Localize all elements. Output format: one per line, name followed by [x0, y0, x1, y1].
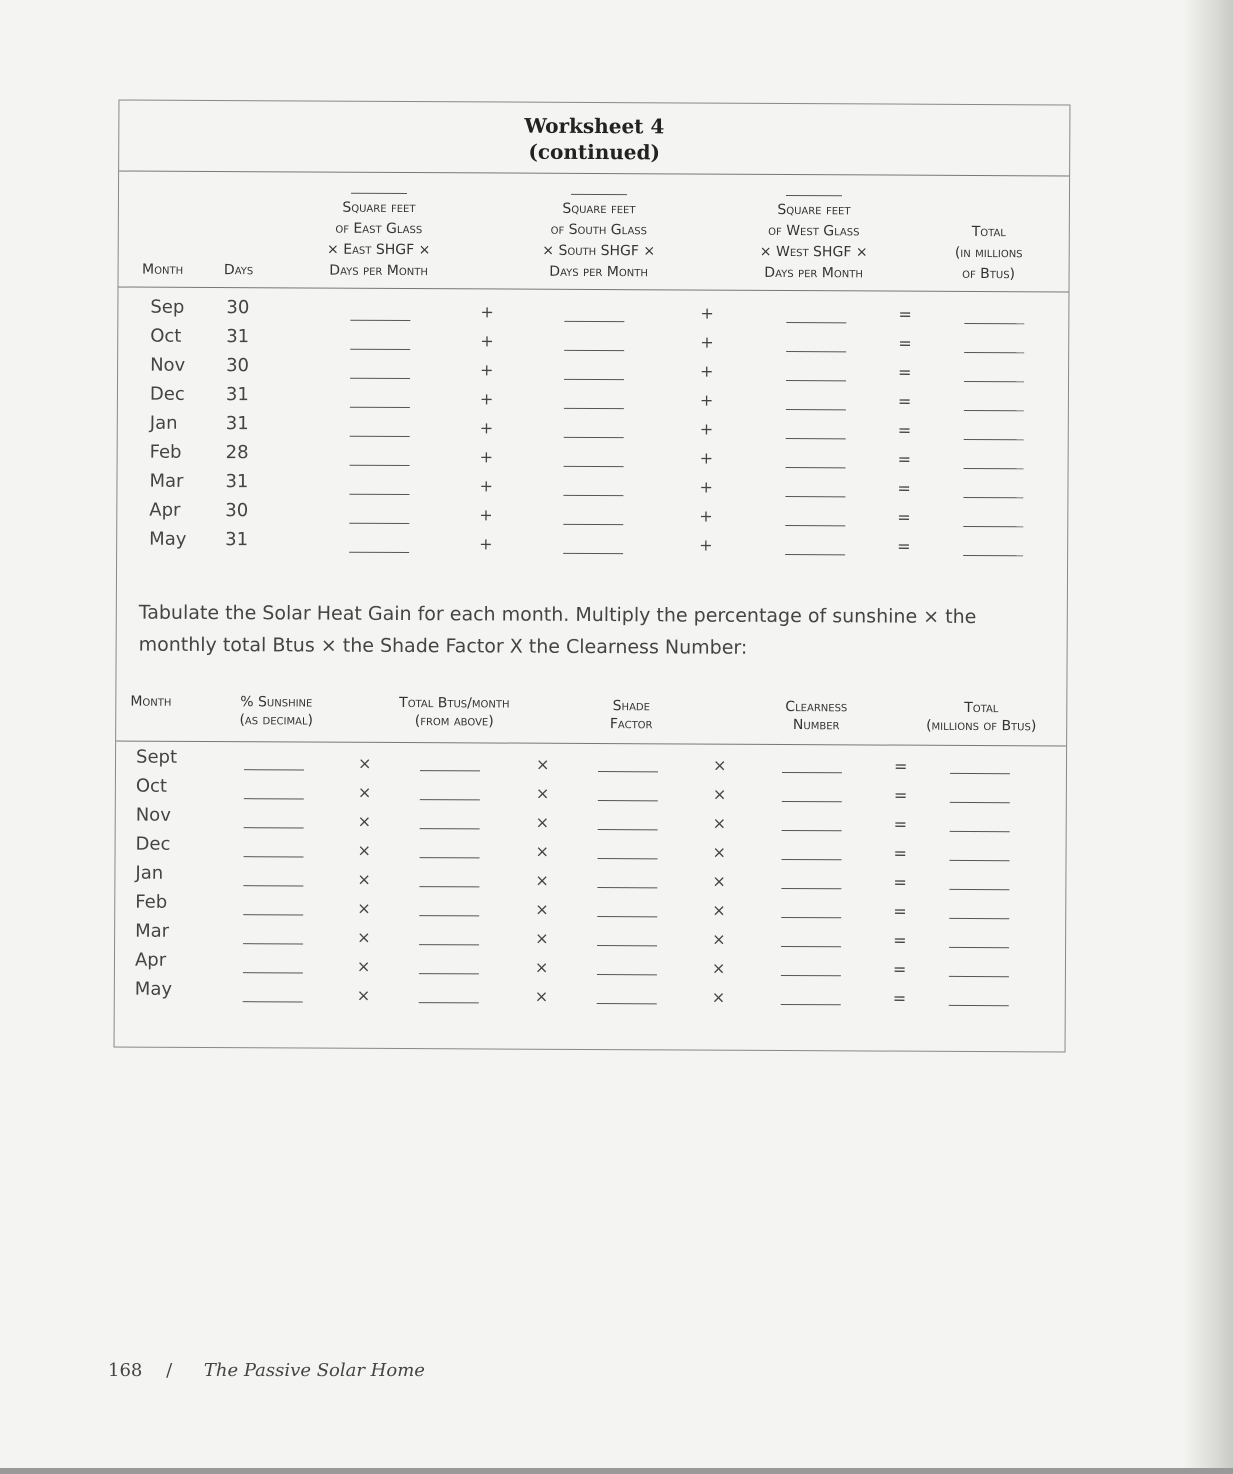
days-cell: 31 [225, 384, 249, 406]
blank-field [782, 801, 842, 802]
blank-field [419, 915, 479, 916]
month-cell: Dec [135, 833, 171, 855]
title-line-1: Worksheet 4 [524, 113, 665, 139]
operator-sign: × [711, 958, 726, 978]
blank-field [781, 975, 841, 976]
blank-field [564, 321, 624, 322]
operator-sign: × [712, 929, 726, 949]
month-cell: Apr [149, 499, 181, 521]
blank-field [420, 770, 480, 771]
operator-sign: = [898, 362, 912, 382]
month-cell: Nov [135, 804, 171, 826]
header-line: Factor [609, 716, 653, 733]
blank-field [964, 439, 1024, 440]
blank-field [597, 945, 657, 946]
blank-field [244, 798, 304, 799]
blank-field [786, 438, 846, 439]
page-footer [108, 1360, 425, 1381]
header-line: Days per Month [329, 262, 428, 280]
blank-field [243, 914, 303, 915]
operator-sign: × [534, 957, 549, 977]
blank-field [598, 800, 658, 801]
blank-field [781, 888, 841, 889]
table2-col-header [374, 694, 534, 731]
operator-sign: × [357, 869, 371, 889]
operator-sign: + [479, 418, 494, 438]
blank-field [350, 378, 410, 379]
operator-sign: × [357, 811, 372, 831]
days-cell: 30 [226, 297, 250, 319]
blank-field [781, 1004, 841, 1005]
operator-sign: × [712, 842, 727, 862]
operator-sign: + [700, 361, 714, 381]
worksheet-title [119, 111, 1069, 168]
operator-sign: = [892, 959, 907, 979]
blank-field [564, 466, 624, 467]
header-line: of West Glass [768, 222, 860, 240]
operator-sign: × [712, 755, 727, 775]
blank-field [563, 524, 623, 525]
operator-sign: = [892, 988, 907, 1008]
book-title: The Passive Solar Home [203, 1360, 425, 1381]
month-cell: Jan [149, 412, 178, 434]
blank-field [419, 973, 479, 974]
month-cell: May [149, 528, 187, 550]
blank-field [950, 860, 1010, 861]
month-cell: Dec [149, 383, 185, 405]
blank-field [420, 799, 480, 800]
month-cell: Mar [149, 470, 184, 492]
blank-field [782, 772, 842, 773]
operator-sign: = [893, 785, 908, 805]
operator-sign: = [897, 478, 911, 498]
header-line: % Sunshine [240, 694, 313, 711]
table2-col-header [130, 693, 200, 711]
blank-field [349, 494, 409, 495]
blank-field [597, 916, 657, 917]
blank-field [563, 553, 623, 554]
header-line: Days [223, 262, 254, 279]
operator-sign: + [480, 331, 494, 351]
title-line-2: (continued) [528, 139, 661, 165]
blank-field [950, 831, 1010, 832]
blank-field [243, 885, 303, 886]
operator-sign: × [712, 871, 726, 891]
operator-sign: × [535, 841, 550, 861]
footer-separator: / [166, 1360, 173, 1381]
table2-col-header [756, 698, 876, 735]
operator-sign: × [534, 986, 549, 1006]
days-cell: 30 [225, 500, 249, 522]
operator-sign: × [357, 782, 372, 802]
blank-field [963, 555, 1023, 556]
days-cell: 31 [225, 413, 249, 435]
header-line: Days per Month [549, 263, 648, 281]
fraction-bar-decoration [571, 194, 627, 195]
blank-field [786, 380, 846, 381]
month-cell: Mar [135, 920, 170, 942]
title-divider [119, 171, 1069, 177]
blank-field [564, 408, 624, 409]
operator-sign: + [479, 505, 493, 525]
month-cell: Oct [150, 325, 182, 347]
blank-field [781, 946, 841, 947]
table1-col-header [309, 193, 449, 283]
operator-sign: + [699, 448, 714, 468]
operator-sign: = [897, 420, 912, 440]
blank-field [243, 1001, 303, 1002]
month-cell: Sept [135, 746, 178, 768]
blank-field [244, 769, 304, 770]
operator-sign: + [479, 534, 493, 554]
header-line: × South SHGF × [542, 242, 656, 260]
blank-field [350, 320, 410, 321]
operator-sign: × [357, 927, 371, 947]
blank-field [785, 496, 845, 497]
header-line: Total [971, 223, 1006, 241]
operator-sign: = [897, 449, 912, 469]
header-line: (from above) [414, 713, 494, 730]
operator-sign: × [535, 783, 550, 803]
operator-sign: + [699, 390, 714, 410]
table2-header-divider [116, 741, 1066, 747]
header-line: Month [142, 261, 184, 278]
blank-field [597, 974, 657, 975]
instruction-text: Tabulate the Solar Heat Gain for each month. Multiply the percentage of sunshine × the monthly total Btus × the Shade Factor X the Clearness Number: [138, 601, 977, 659]
table1-col-header [133, 260, 193, 281]
month-cell: Apr [134, 949, 167, 971]
table2-col-header [216, 693, 336, 730]
blank-field [963, 497, 1023, 498]
blank-field [950, 773, 1010, 774]
month-cell: Oct [135, 775, 168, 797]
header-line: × East SHGF × [327, 241, 431, 259]
blank-field [563, 495, 623, 496]
blank-field [964, 323, 1024, 324]
blank-field [564, 437, 624, 438]
operator-sign: + [700, 332, 714, 352]
blank-field [420, 857, 480, 858]
operator-sign: = [893, 756, 908, 776]
table1-col-header [919, 222, 1059, 286]
blank-field [598, 858, 658, 859]
month-cell: May [134, 978, 173, 1000]
fraction-bar-decoration [786, 195, 842, 196]
days-cell: 31 [225, 471, 249, 493]
operator-sign: × [535, 899, 549, 919]
header-line: Total Btus/month [399, 694, 510, 712]
header-line: Month [130, 693, 172, 710]
month-cell: Feb [149, 441, 182, 463]
blank-field [244, 827, 304, 828]
blank-field [964, 352, 1024, 353]
blank-field [949, 889, 1009, 890]
blank-field [350, 436, 410, 437]
operator-sign: × [535, 870, 549, 890]
header-line: of Btus) [962, 265, 1016, 283]
operator-sign: = [898, 304, 912, 324]
operator-sign: × [357, 753, 372, 773]
operator-sign: = [893, 901, 907, 921]
page-bottom-edge [0, 1468, 1233, 1474]
operator-sign: = [897, 391, 912, 411]
operator-sign: = [897, 536, 911, 556]
days-cell: 28 [225, 442, 249, 464]
blank-field [243, 972, 303, 973]
header-line: Square feet [342, 199, 416, 217]
table2-col-header [586, 697, 676, 733]
blank-field [964, 468, 1024, 469]
operator-sign: + [479, 447, 494, 467]
operator-sign: × [356, 985, 371, 1005]
operator-sign: × [712, 900, 726, 920]
blank-field [782, 830, 842, 831]
blank-field [786, 409, 846, 410]
month-cell: Jan [135, 862, 164, 884]
blank-field [964, 410, 1024, 411]
operator-sign: × [712, 813, 727, 833]
operator-sign: = [897, 507, 911, 527]
blank-field [785, 525, 845, 526]
blank-field [964, 381, 1024, 382]
blank-field [349, 523, 409, 524]
operator-sign: = [893, 872, 907, 892]
table1-col-header [529, 194, 669, 284]
blank-field [949, 947, 1009, 948]
blank-field [598, 771, 658, 772]
operator-sign: = [898, 333, 912, 353]
blank-field [786, 322, 846, 323]
operator-sign: × [535, 928, 549, 948]
blank-field [350, 349, 410, 350]
operator-sign: + [699, 419, 714, 439]
blank-field [419, 944, 479, 945]
month-cell: Sep [150, 296, 185, 318]
month-cell: Nov [150, 354, 186, 376]
operator-sign: + [699, 477, 713, 497]
operator-sign: + [480, 302, 494, 322]
operator-sign: × [535, 754, 550, 774]
operator-sign: = [893, 930, 907, 950]
blank-field [782, 859, 842, 860]
header-line: Days per Month [764, 264, 863, 282]
blank-field [950, 802, 1010, 803]
blank-field [350, 465, 410, 466]
blank-field [963, 526, 1023, 527]
blank-field [244, 856, 304, 857]
days-cell: 30 [226, 355, 250, 377]
operator-sign: × [711, 987, 726, 1007]
operator-sign: × [535, 812, 550, 832]
blank-field [243, 943, 303, 944]
operator-sign: + [700, 303, 714, 323]
table1-col-header [744, 195, 884, 285]
blank-field [785, 554, 845, 555]
blank-field [781, 917, 841, 918]
header-line: of East Glass [335, 220, 423, 238]
operator-sign: × [357, 840, 372, 860]
table1-col-header [209, 260, 269, 281]
blank-field [949, 918, 1009, 919]
blank-field [597, 1003, 657, 1004]
table2-col-header [906, 699, 1056, 736]
header-line: Number [792, 717, 840, 734]
header-line: (in millions [954, 244, 1023, 262]
header-line: Clearness [785, 699, 848, 716]
worksheet-box [114, 100, 1071, 1053]
operator-sign: = [893, 843, 908, 863]
blank-field [350, 407, 410, 408]
days-cell: 31 [225, 529, 249, 551]
blank-field [786, 351, 846, 352]
operator-sign: + [699, 506, 713, 526]
blank-field [949, 1005, 1009, 1006]
header-line: (as decimal) [239, 712, 314, 729]
table1-header-divider [119, 287, 1069, 293]
blank-field [597, 887, 657, 888]
operator-sign: + [699, 535, 713, 555]
blank-field [349, 552, 409, 553]
blank-field [786, 467, 846, 468]
blank-field [564, 379, 624, 380]
operator-sign: + [479, 476, 493, 496]
operator-sign: × [356, 956, 371, 976]
blank-field [419, 1002, 479, 1003]
blank-field [949, 976, 1009, 977]
operator-sign: × [357, 898, 371, 918]
blank-field [419, 886, 479, 887]
month-cell: Feb [135, 891, 168, 913]
days-cell: 31 [226, 326, 250, 348]
header-line: Square feet [562, 200, 636, 218]
page-binding-edge [1183, 0, 1233, 1474]
header-line: Square feet [777, 201, 851, 219]
fraction-bar-decoration [351, 193, 407, 194]
header-line: of South Glass [550, 221, 648, 239]
header-line: Total [964, 699, 999, 717]
blank-field [564, 350, 624, 351]
header-line: Shade [612, 698, 650, 715]
operator-sign: × [712, 784, 727, 804]
operator-sign: = [893, 814, 908, 834]
operator-sign: + [479, 389, 494, 409]
header-line: (millions of Btus) [926, 717, 1037, 735]
blank-field [420, 828, 480, 829]
page-number: 168 [108, 1360, 143, 1381]
header-line: × West SHGF × [759, 243, 868, 261]
blank-field [598, 829, 658, 830]
operator-sign: + [480, 360, 494, 380]
